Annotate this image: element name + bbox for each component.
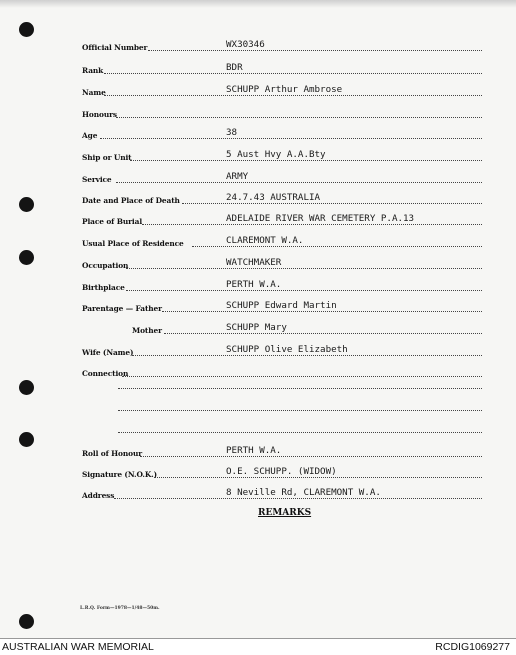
- field-ship-or-unit: [82, 146, 482, 162]
- connection-line: [118, 388, 482, 389]
- field-roll-of-honour: [82, 442, 482, 458]
- field-signature: [82, 463, 482, 479]
- field-usual-residence: [82, 232, 482, 248]
- field-label: Roll of Honour: [82, 449, 143, 458]
- field-value: SCHUPP Mary: [226, 322, 287, 333]
- field-value: PERTH W.A.: [226, 445, 282, 456]
- field-value: PERTH W.A.: [226, 279, 282, 290]
- footer-record-id: RCDIG1069277: [435, 641, 510, 653]
- field-value: BDR: [226, 62, 243, 73]
- archive-footer: [0, 638, 516, 655]
- field-label: Official Number: [82, 43, 148, 52]
- field-name: [82, 81, 482, 97]
- field-label: Occupation: [82, 261, 129, 270]
- field-service: [82, 168, 482, 184]
- field-value: ADELAIDE RIVER WAR CEMETERY P.A.13: [226, 213, 415, 224]
- field-honours: [82, 103, 482, 119]
- field-label: Place of Burial: [82, 217, 143, 226]
- field-address: [82, 484, 482, 500]
- field-label: Age: [82, 131, 98, 140]
- field-label: Address: [82, 491, 115, 500]
- field-label: Wife (Name): [82, 348, 134, 357]
- page-edge-shadow: [0, 0, 516, 8]
- punch-hole: [19, 250, 34, 265]
- field-birthplace: [82, 276, 482, 292]
- field-value: 24.7.43 AUSTRALIA: [226, 192, 321, 203]
- field-mother: [82, 319, 482, 335]
- field-occupation: [82, 254, 482, 270]
- field-wife: [82, 341, 482, 357]
- field-value: CLAREMONT W.A.: [226, 235, 304, 246]
- field-label: Ship or Unit: [82, 153, 132, 162]
- field-value: 5 Aust Hvy A.A.Bty: [226, 149, 326, 160]
- field-label: Honours: [82, 110, 117, 119]
- field-label: Parentage — Father: [82, 304, 162, 313]
- field-date-place-of-death: [82, 189, 482, 205]
- field-label: Birthplace: [82, 283, 125, 292]
- field-label: Signature (N.O.K.): [82, 470, 158, 479]
- field-value: ARMY: [226, 171, 249, 182]
- field-label: Mother: [132, 326, 162, 335]
- punch-hole: [19, 380, 34, 395]
- field-value: SCHUPP Edward Martin: [226, 300, 337, 311]
- field-value: SCHUPP Olive Elizabeth: [226, 344, 348, 355]
- field-connection: [82, 362, 482, 378]
- remarks-heading: REMARKS: [258, 508, 312, 518]
- punch-hole: [19, 432, 34, 447]
- connection-line: [118, 410, 482, 411]
- field-label: Date and Place of Death: [82, 196, 180, 205]
- footer-institution: AUSTRALIAN WAR MEMORIAL: [2, 641, 154, 653]
- connection-line: [118, 432, 482, 433]
- form-code: L.R.Q. Form—1978—1/48—50m.: [80, 606, 160, 611]
- field-label: Rank: [82, 66, 104, 75]
- punch-hole: [19, 197, 34, 212]
- punch-hole: [19, 614, 34, 629]
- field-value: WATCHMAKER: [226, 257, 282, 268]
- field-place-of-burial: [82, 210, 482, 226]
- field-rank: [82, 59, 482, 75]
- field-label: Service: [82, 175, 112, 184]
- field-label: Connection: [82, 369, 129, 378]
- field-value: 8 Neville Rd, CLAREMONT W.A.: [226, 487, 381, 498]
- field-value: SCHUPP Arthur Ambrose: [226, 84, 343, 95]
- punch-hole: [19, 22, 34, 37]
- field-official-number: [82, 36, 482, 52]
- field-age: [82, 124, 482, 140]
- field-father: [82, 297, 482, 313]
- field-value: WX30346: [226, 39, 265, 50]
- field-label: Usual Place of Residence: [82, 239, 184, 248]
- field-label: Name: [82, 88, 106, 97]
- field-value: O.E. SCHUPP. (WIDOW): [226, 466, 337, 477]
- field-value: 38: [226, 127, 238, 138]
